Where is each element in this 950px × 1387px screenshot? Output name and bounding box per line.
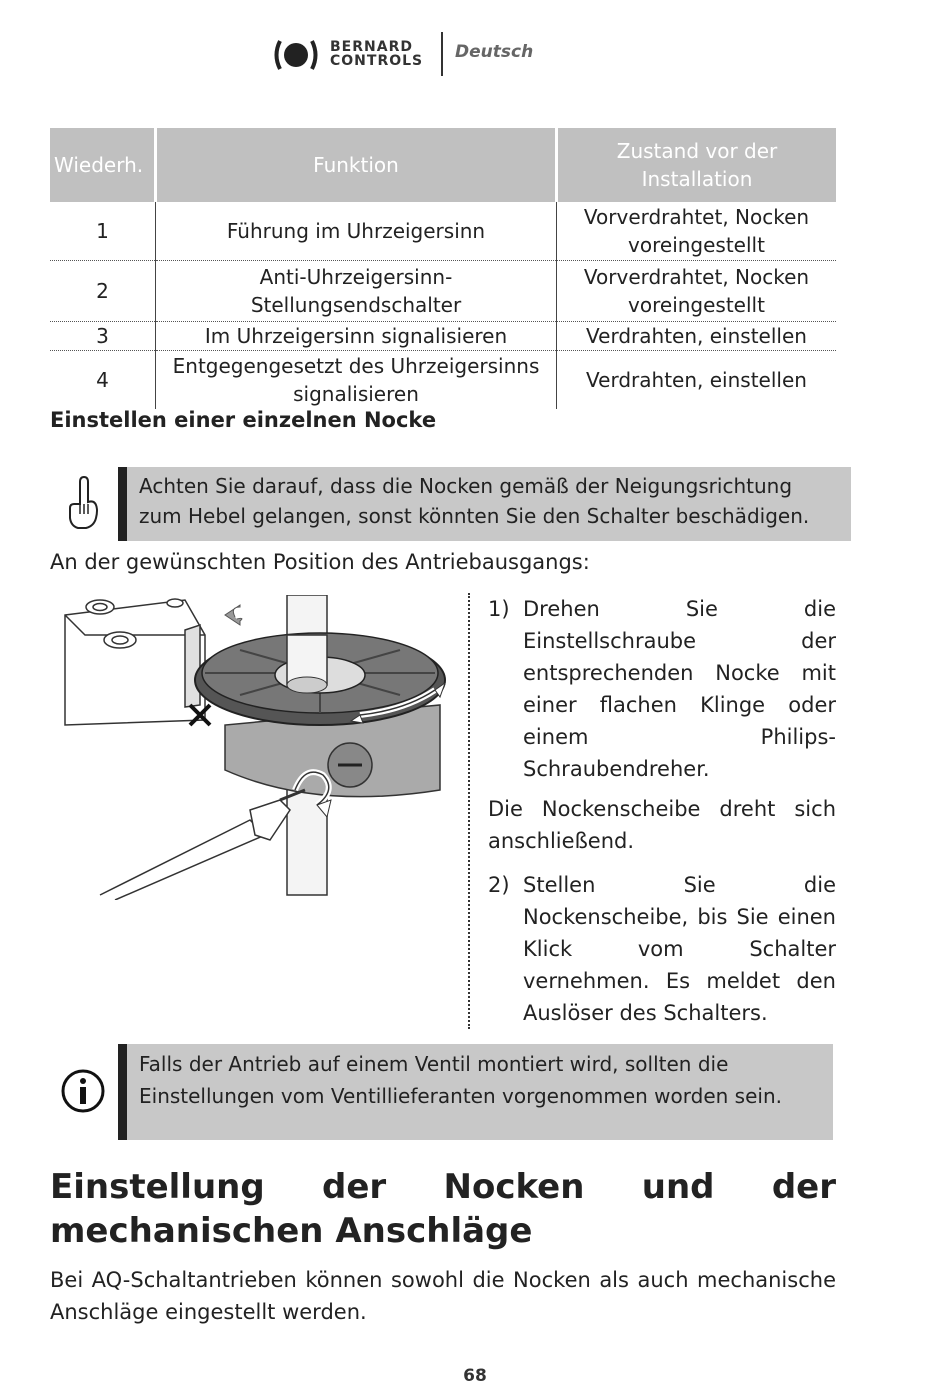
step-2 [488,869,836,1029]
cell-state: Verdrahten, einstellen [586,368,807,392]
step-1 [488,593,836,785]
table-row [50,322,836,351]
cell-function: Führung im Uhrzeigersinn [156,202,557,261]
cell-function: Entgegengesetzt des Uhrzeigersinns signalisieren [156,351,557,410]
cell-num: 1 [50,202,156,261]
intro-text: An der gewünschten Position des Antriebausgangs: [50,550,590,574]
cam-adjustment-illustration [55,595,455,900]
table-row [50,351,836,410]
cell-num: 2 [50,261,156,322]
cell-state: Verdrahten, einstellen [557,322,837,351]
language-label: Deutsch [455,42,534,62]
cell-num: 3 [50,322,156,351]
cell-state: Vorverdrahtet, Nocken voreingestellt [557,261,837,322]
procedure-steps [468,593,836,1029]
info-note: Falls der Antrieb auf einem Ventil montiert wird, sollten die Einstellungen vom Ventillieferanten vorgenommen worden sein. [118,1044,833,1140]
step-1-text: Drehen Sie die Einstellschraube der entsprechenden Nocke mit einer flachen Klinge oder einem Philips-Schraubendreher. [523,597,836,781]
page-header [270,30,570,78]
cam-function-table [50,128,836,409]
brand-line-1: BERNARD [330,39,413,55]
caution-note: Achten Sie darauf, dass die Nocken gemäß der Neigungsrichtung zum Hebel gelangen, sonst könnten Sie den Schalter beschädigen. [118,467,851,541]
cell-function: Anti-Uhrzeigersinn-Stellungsendschalter [156,261,557,322]
cell-state: Vorverdrahtet, Nocken voreingestellt [557,202,837,261]
subheading: Einstellen einer einzelnen Nocke [50,408,437,432]
section-body: Bei AQ-Schaltantrieben können sowohl die Nocken als auch mechanische Anschläge eingestellt werden. [50,1268,836,1324]
page-number: 68 [463,1366,487,1386]
step-1-result: Die Nockenscheibe dreht sich anschließend. [488,797,836,853]
brand-line-2: CONTROLS [330,53,424,69]
table-row [50,202,836,261]
column-header-state: Zustand vor der Installation [557,128,837,202]
cell-num: 4 [50,351,156,410]
brand-name [330,40,423,68]
header-divider [441,32,443,76]
pointing-hand-icon [64,474,102,532]
step-2-number: 2) [488,873,510,897]
column-header-function: Funktion [156,128,557,202]
step-1-number: 1) [488,597,510,621]
step-2-text: Stellen Sie die Nockenscheibe, bis Sie einen Klick vom Schalter vernehmen. Es meldet den Auslöser des Schalters. [523,873,836,1025]
info-icon [60,1068,106,1114]
section-title: Einstellung der Nocken und der mechanischen Anschläge [50,1167,836,1251]
cell-function: Im Uhrzeigersinn signalisieren [156,322,557,351]
table-header-row [50,128,836,202]
column-header-rep: Wiederh. [50,128,156,202]
table-row [50,261,836,322]
bernard-controls-logo-icon [272,38,328,72]
